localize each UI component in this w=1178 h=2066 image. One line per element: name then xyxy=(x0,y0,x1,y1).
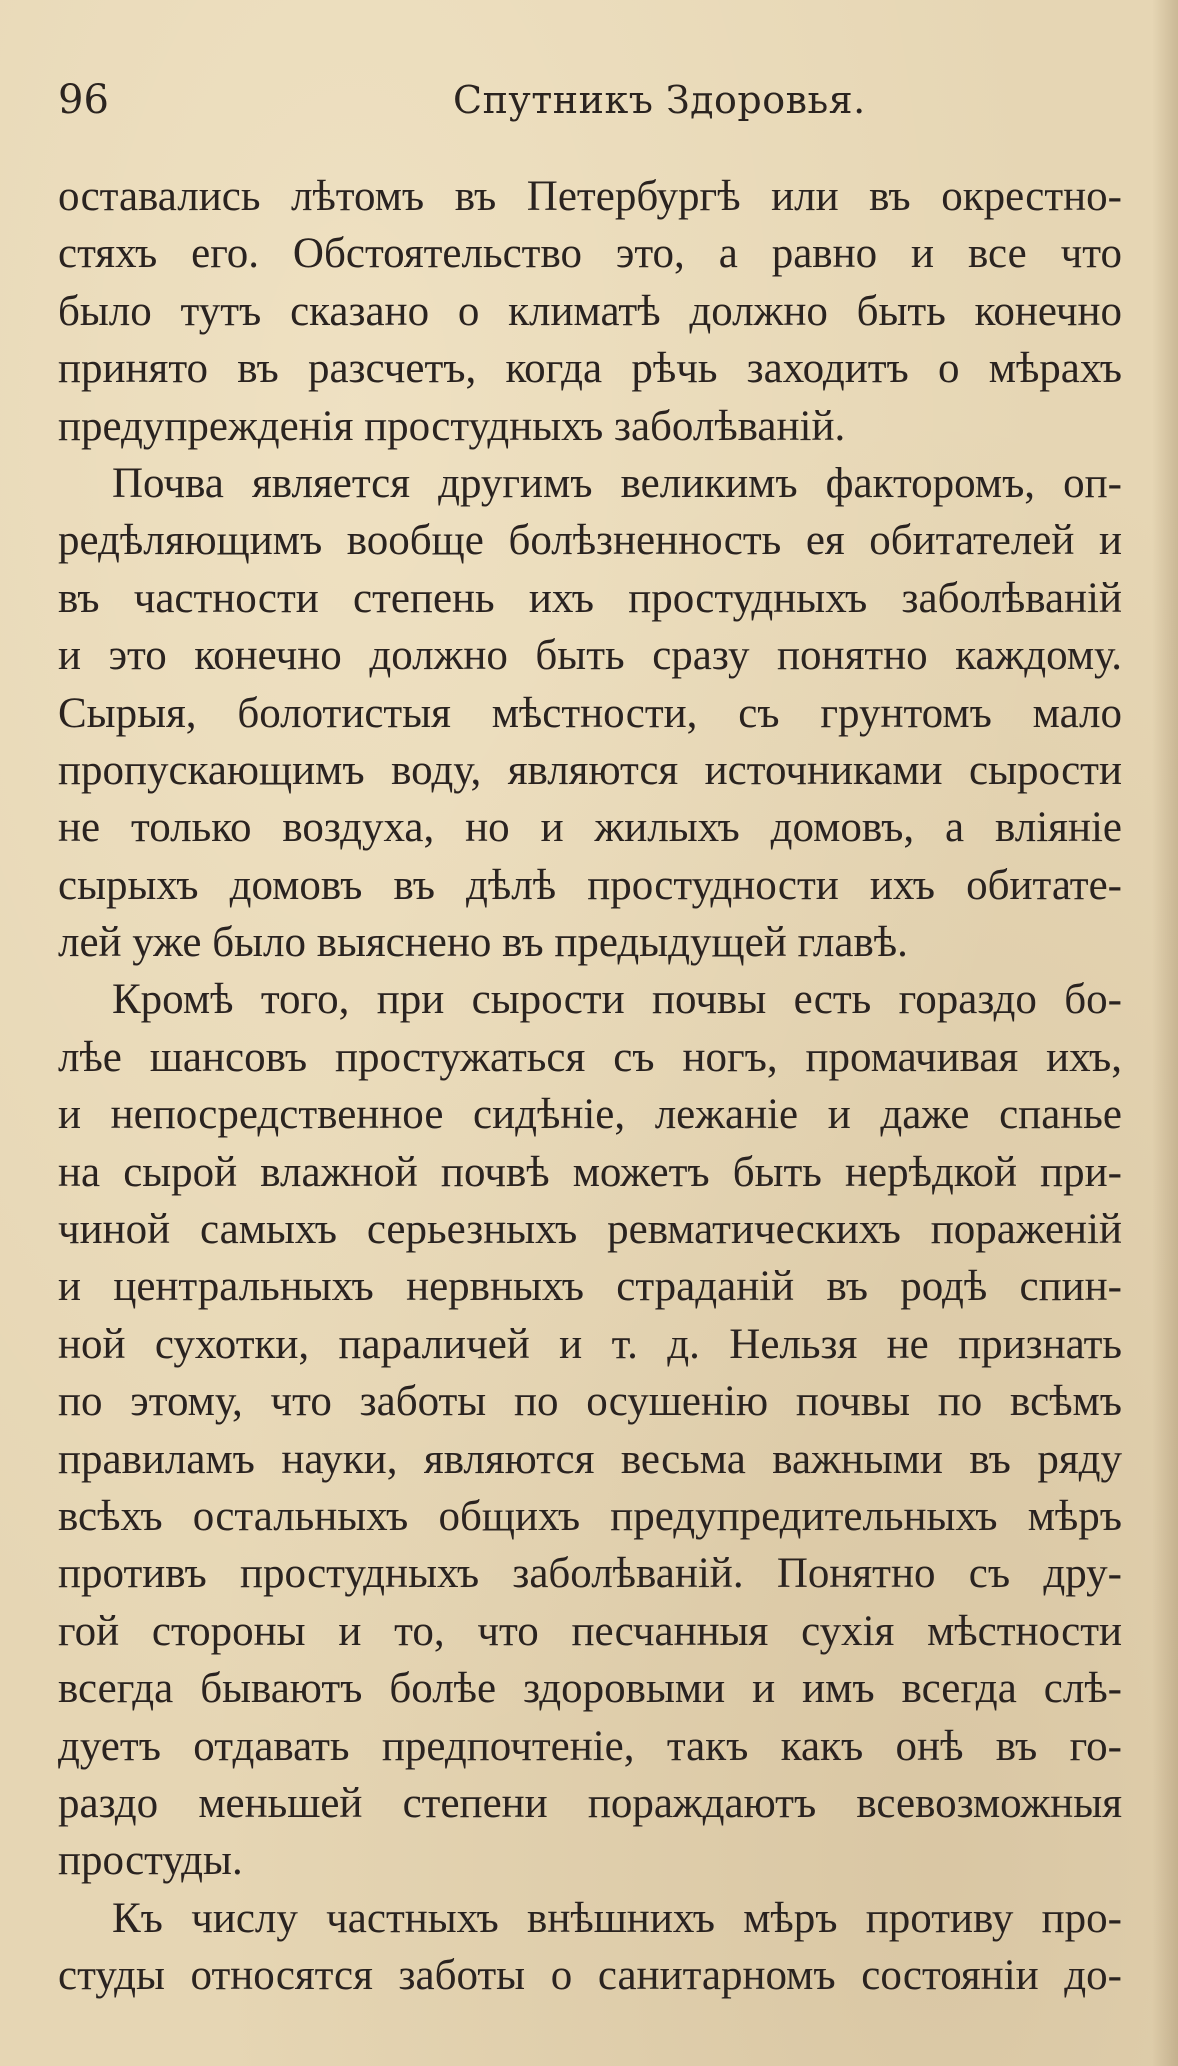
text-line: чиной самыхъ серьезныхъ ревматическихъ пораженій xyxy=(58,1206,1122,1254)
text-line: простуды. xyxy=(58,1837,243,1885)
text-line: оставались лѣтомъ въ Петербургѣ или въ окрестно- xyxy=(58,173,1122,220)
body-text xyxy=(58,168,1122,2005)
text-line: редѣляющимъ вообще болѣзненность ея обитателей и xyxy=(58,517,1122,565)
text-line: по этому, что заботы по осушенію почвы по всѣмъ xyxy=(58,1378,1122,1426)
text-line: противъ простудныхъ заболѣваній. Понятно съ дру- xyxy=(58,1550,1122,1598)
text-line: студы относятся заботы о санитарномъ состояніи до- xyxy=(58,1952,1122,2000)
page-edge-shadow xyxy=(1152,0,1178,2066)
text-line: правиламъ науки, являются весьма важными въ ряду xyxy=(58,1435,1122,1483)
paragraph-start-line: Къ числу частныхъ внѣшнихъ мѣръ противу про- xyxy=(112,1894,1122,1942)
text-line: гой стороны и то, что песчанныя сухія мѣстности xyxy=(58,1607,1122,1655)
text-line: было тутъ сказано о климатѣ должно быть конечно xyxy=(58,287,1122,335)
text-line: на сырой влажной почвѣ можетъ быть нерѣдкой при- xyxy=(58,1148,1122,1196)
text-line: и центральныхъ нервныхъ страданій въ родѣ спин- xyxy=(58,1263,1122,1311)
text-line: принято въ разсчетъ, когда рѣчь заходитъ о мѣрахъ xyxy=(58,345,1122,393)
text-line: раздо меньшей степени пораждаютъ всевозможныя xyxy=(58,1779,1122,1827)
text-line: сырыхъ домовъ въ дѣлѣ простудности ихъ обитате- xyxy=(58,861,1122,909)
text-line: стяхъ его. Обстоятельство это, а равно и все что xyxy=(58,230,1122,278)
text-line: всегда бываютъ болѣе здоровыми и имъ всегда слѣ- xyxy=(58,1665,1122,1713)
text-line: лей уже было выяснено въ предыдущей главѣ. xyxy=(58,919,908,967)
text-line: не только воздуха, но и жилыхъ домовъ, а вліяніе xyxy=(58,804,1122,852)
text-line: пропускающимъ воду, являются источниками сырости xyxy=(58,746,1122,794)
paragraph-start-line: Почва является другимъ великимъ факторомъ, оп- xyxy=(112,459,1122,507)
text-line: дуетъ отдавать предпочтеніе, такъ какъ онѣ въ го- xyxy=(58,1722,1122,1770)
page-header xyxy=(58,70,1128,130)
page-number: 96 xyxy=(58,77,109,123)
paragraph-start-line: Кромѣ того, при сырости почвы есть гораздо бо- xyxy=(112,976,1122,1024)
text-line: Сырыя, болотистыя мѣстности, съ грунтомъ мало xyxy=(58,689,1122,737)
text-line: и непосредственное сидѣніе, лежаніе и даже спанье xyxy=(58,1091,1122,1139)
text-line: въ частности степень ихъ простудныхъ заболѣваній xyxy=(58,574,1122,622)
running-title: Спутникъ Здоровья. xyxy=(453,78,866,122)
text-line: всѣхъ остальныхъ общихъ предупредительныхъ мѣръ xyxy=(58,1492,1122,1540)
text-line: предупрежденія простудныхъ заболѣваній. xyxy=(58,402,846,450)
text-line: лѣе шансовъ простужаться съ ногъ, промачивая ихъ, xyxy=(58,1033,1122,1081)
text-line: ной сухотки, параличей и т. д. Нельзя не признать xyxy=(58,1320,1122,1368)
text-line: и это конечно должно быть сразу понятно каждому. xyxy=(58,632,1122,680)
